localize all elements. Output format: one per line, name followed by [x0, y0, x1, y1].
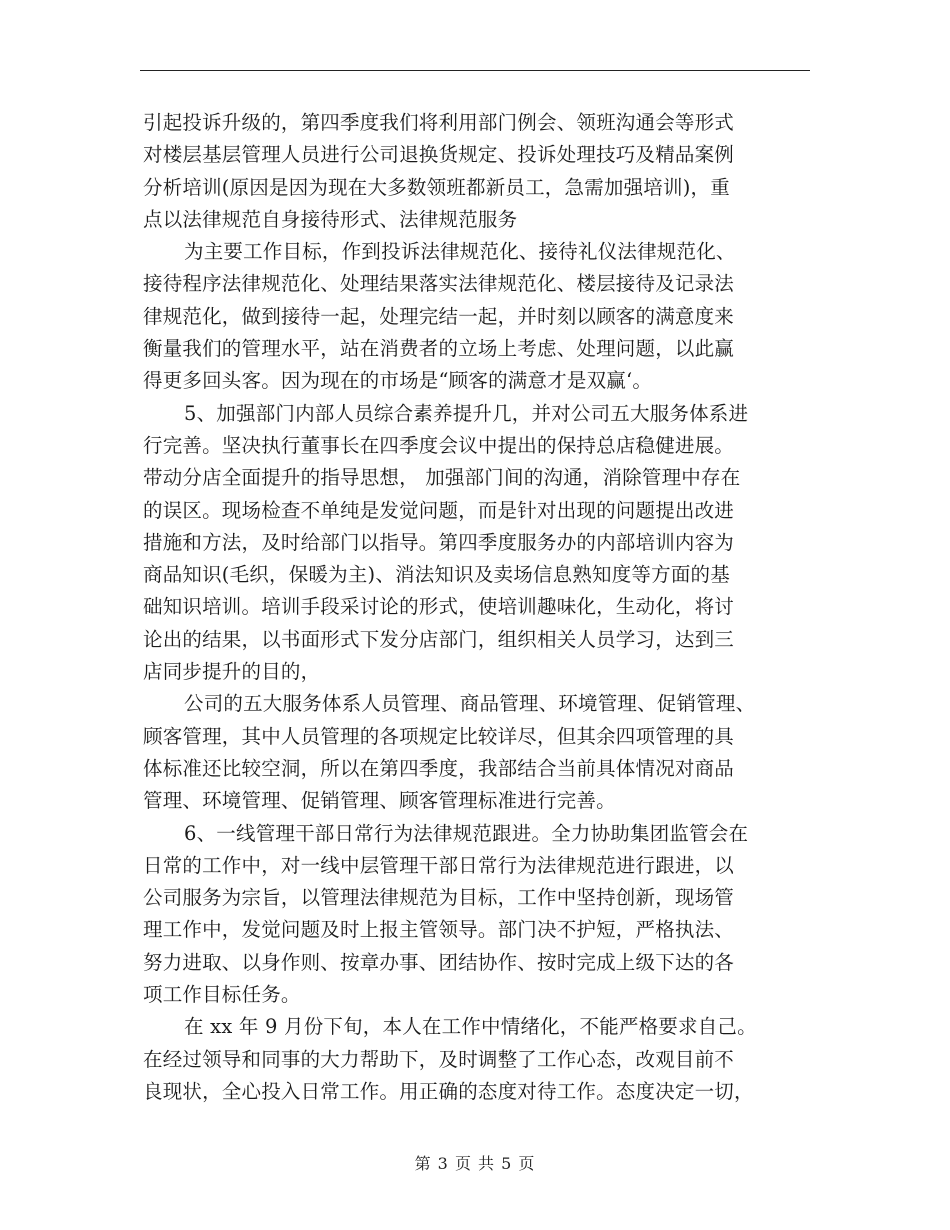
text-line: 5、加强部门内部人员综合素养提升几，并对公司五大服务体系进 [184, 401, 749, 425]
text-line: 措施和方法，及时给部门以指导。第四季度服务办的内部培训内容为 [143, 530, 735, 554]
document-body [143, 107, 815, 1108]
text-line: 体标准还比较空洞，所以在第四季度，我部结合当前具体情况对商品 [143, 756, 735, 780]
text-line: 店同步提升的目的， [143, 660, 321, 684]
text-line: 管理、环境管理、促销管理、顾客管理标准进行完善。 [143, 789, 616, 813]
text-line: 公司服务为宗旨，以管理法律规范为目标，工作中坚持创新，现场管 [143, 886, 735, 910]
text-line: 公司的五大服务体系人员管理、商品管理、环境管理、促销管理、 [184, 692, 756, 716]
text-line: 得更多回头客。因为现在的市场是“顾客的满意才是双赢‘。 [143, 369, 653, 393]
text-line: 论出的结果，以书面形式下发分店部门，组织相关人员学习，达到三 [143, 627, 735, 651]
text-line: 努力进取、以身作则、按章办事、团结协作、按时完成上级下达的各 [143, 950, 735, 974]
text-line: 带动分店全面提升的指导思想， 加强部门间的沟通，消除管理中存在 [143, 466, 741, 490]
text-line: 顾客管理，其中人员管理的各项规定比较详尽，但其余四项管理的具 [143, 724, 735, 748]
text-line: 行完善。坚决执行董事长在四季度会议中提出的保持总店稳健进展。 [143, 433, 735, 457]
text-line: 引起投诉升级的，第四季度我们将利用部门例会、领班沟通会等形式 [143, 111, 735, 134]
text-line: 理工作中，发觉问题及时上报主管领导。部门决不护短，严格执法、 [143, 918, 735, 942]
text-line: 为主要工作目标，作到投诉法律规范化、接待礼仪法律规范化、 [184, 240, 736, 264]
text-line: 对楼层基层管理人员进行公司退换货规定、投诉处理技巧及精品案例 [143, 143, 735, 167]
text-line: 点以法律规范自身接待形式、法律规范服务 [143, 207, 518, 231]
text-line: 的误区。现场检查不单纯是发觉问题，而是针对出现的问题提出改进 [143, 498, 735, 522]
page-footer: 第 3 页 共 5 页 [414, 1154, 536, 1173]
text-line: 商品知识(毛织，保暖为主)、消法知识及卖场信息熟知度等方面的基 [143, 563, 730, 587]
text-line: 律规范化，做到接待一起，处理完结一起，并时刻以顾客的满意度来 [143, 304, 735, 328]
text-line: 良现状，全心投入日常工作。用正确的态度对待工作。态度决定一切， [143, 1079, 754, 1103]
text-line: 项工作目标任务。 [143, 983, 301, 1007]
text-line: 在 xx 年 9 月份下旬，本人在工作中情绪化，不能严格要求自己。 [184, 1015, 757, 1039]
text-line: 日常的工作中，对一线中层管理干部日常行为法律规范进行跟进，以 [143, 853, 735, 877]
header-rule [140, 70, 810, 71]
text-line: 分析培训(原因是因为现在大多数领班都新员工，急需加强培训)，重 [143, 175, 730, 199]
text-line: 础知识培训。培训手段采讨论的形式，使培训趣味化，生动化，将讨 [143, 595, 735, 619]
text-line: 在经过领导和同事的大力帮助下，及时调整了工作心态，改观目前不 [143, 1047, 735, 1071]
text-line: 衡量我们的管理水平，站在消费者的立场上考虑、处理问题，以此赢 [143, 337, 735, 361]
text-line: 6、一线管理干部日常行为法律规范跟进。全力协助集团监管会在 [184, 821, 749, 845]
text-line: 接待程序法律规范化、处理结果落实法律规范化、楼层接待及记录法 [143, 272, 735, 296]
